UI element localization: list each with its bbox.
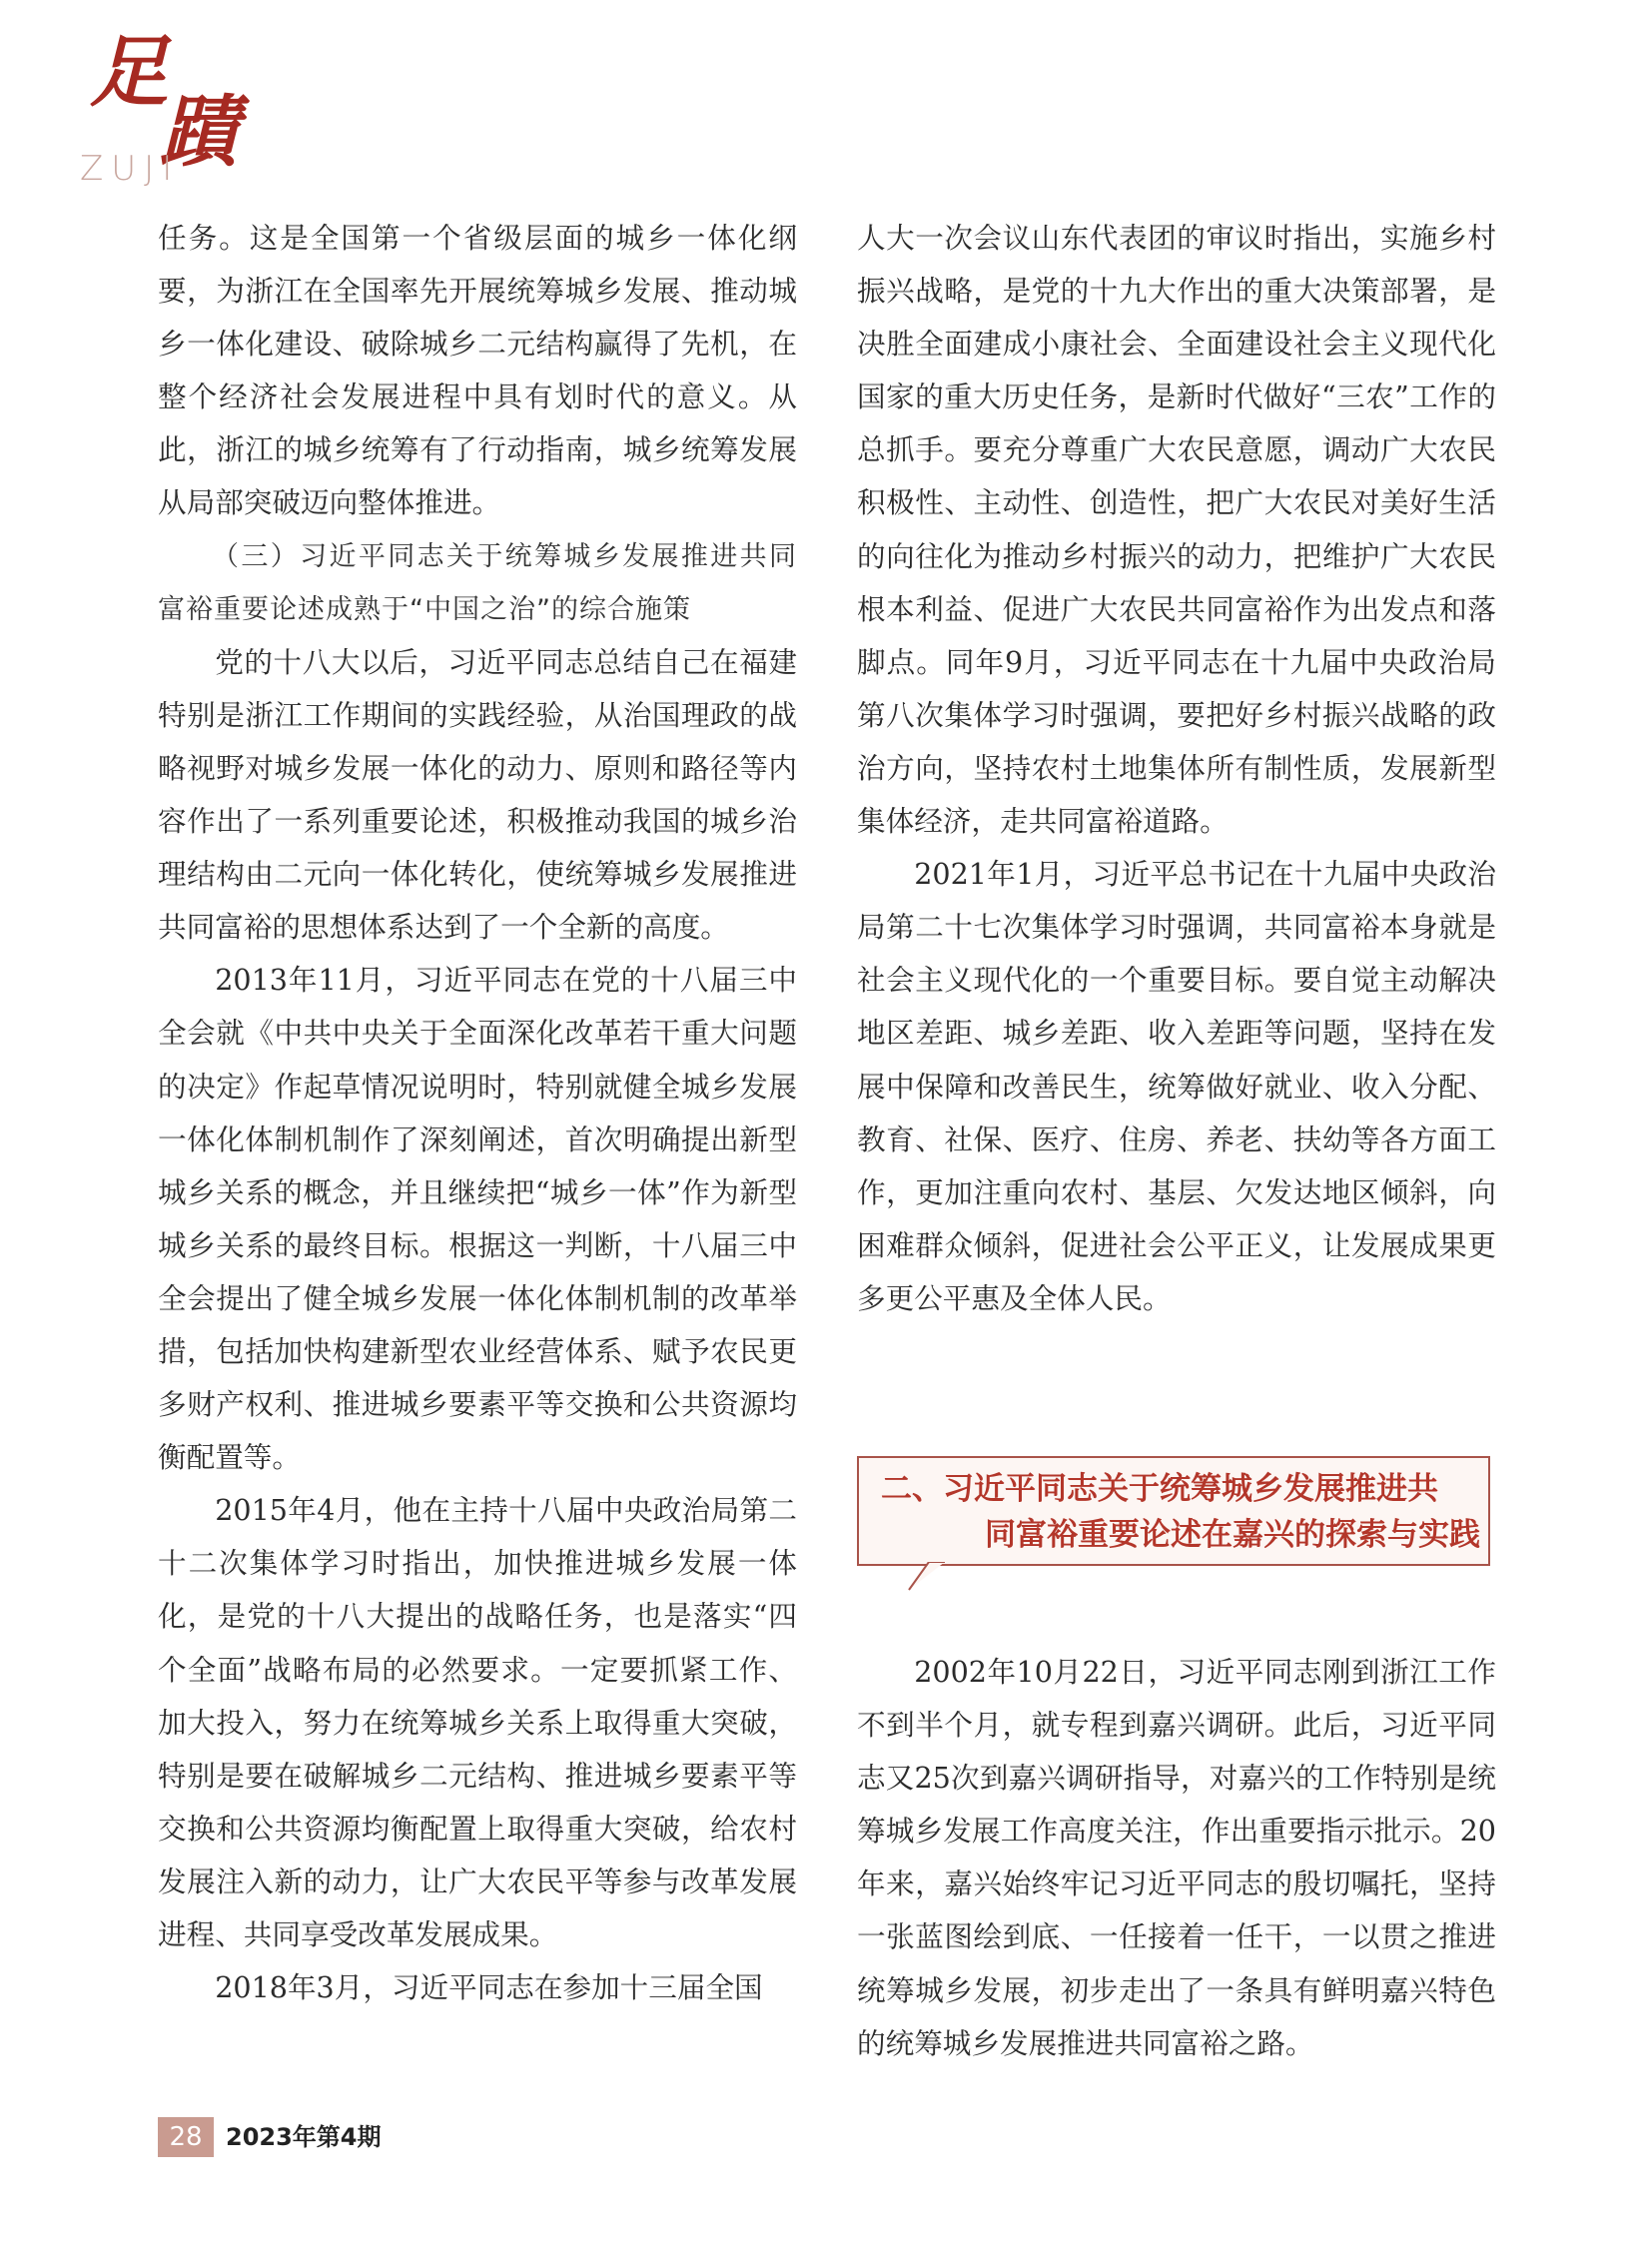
section-heading-box <box>857 1456 1490 1566</box>
logo-char-2: 蹟 <box>160 87 245 178</box>
paragraph: 党的十八大以后，习近平同志总结自己在福建特别是浙江工作期间的实践经验，从治国理政的战略视野对城乡发展一体化的动力、原则和路径等内容作出了一系列重要论述，积极推动我国的城乡治理结构由二元向一体化转化，使统筹城乡发展推进共同富裕的思想体系达到了一个全新的高度。 <box>158 644 797 945</box>
paragraph: 人大一次会议山东代表团的审议时指出，实施乡村振兴战略，是党的十九大作出的重大决策部署，是决胜全面建成小康社会、全面建设社会主义现代化国家的重大历史任务，是新时代做好“三农”工作的总抓手。要充分尊重广大农民意愿，调动广大农民积极性、主动性、创造性，把广大农民对美好生活的向往化为推动乡村振兴的动力，把维护广大农民根本利益、促进广大农民共同富裕作为出发点和落脚点。同年9月，习近平同志在十九届中央政治局第八次集体学习时强调，要把好乡村振兴战略的政治方向，坚持农村土地集体所有制性质，发展新型集体经济，走共同富裕道路。 <box>857 221 1496 839</box>
masthead-logo <box>80 27 280 194</box>
paragraph: 2015年4月，他在主持十八届中央政治局第二十二次集体学习时指出，加快推进城乡发展一体化，是党的十八大提出的战略任务，也是落实“四个全面”战略布局的必然要求。一定要抓紧工作、加大投入，努力在统筹城乡关系上取得重大突破，特别是要在破解城乡二元结构、推进城乡要素平等交换和公共资源均衡配置上取得重大突破，给农村发展注入新的动力，让广大农民平等参与改革发展进程、共同享受改革发展成果。 <box>158 1493 797 1951</box>
logo-char-1: 足 <box>90 27 175 118</box>
left-column <box>158 212 797 2014</box>
section-heading-line-1: 二、习近平同志关于统筹城乡发展推进共 <box>881 1471 1438 1507</box>
paragraph: 2018年3月，习近平同志在参加十三届全国 <box>215 1970 763 2005</box>
paragraph: 2021年1月，习近平总书记在十九届中央政治局第二十七次集体学习时强调，共同富裕本身就是社会主义现代化的一个重要目标。要自觉主动解决地区差距、城乡差距、收入差距等问题，坚持在发展中保障和改善民生，统筹做好就业、收入分配、教育、社保、医疗、住房、养老、扶幼等各方面工作，更加注重向农村、基层、欠发达地区倾斜，向困难群众倾斜，促进社会公平正义，让发展成果更多更公平惠及全体人民。 <box>857 857 1496 1315</box>
paragraph: 2002年10月22日，习近平同志刚到浙江工作不到半个月，就专程到嘉兴调研。此后，习近平同志又25次到嘉兴调研指导，对嘉兴的工作特别是统筹城乡发展工作高度关注，作出重要指示批示。20年来，嘉兴始终牢记习近平同志的殷切嘱托，坚持一张蓝图绘到底、一任接着一任干，一以贯之推进统筹城乡发展，初步走出了一条具有鲜明嘉兴特色的统筹城乡发展推进共同富裕之路。 <box>857 1655 1496 2060</box>
sub-heading: （三）习近平同志关于统筹城乡发展推进共同富裕重要论述成熟于“中国之治”的综合施策 <box>158 540 797 625</box>
section-heading-line-2: 同富裕重要论述在嘉兴的探索与实践 <box>985 1517 1480 1553</box>
section-heading <box>881 1466 1480 1558</box>
callout-tail-icon <box>907 1562 947 1592</box>
right-column-lower <box>857 1646 1496 2070</box>
paragraph: 2013年11月，习近平同志在党的十八届三中全会就《中共中央关于全面深化改革若干重大问题的决定》作起草情况说明时，特别就健全城乡发展一体化体制机制作了深刻阐述，首次明确提出新型城乡关系的概念，并且继续把“城乡一体”作为新型城乡关系的最终目标。根据这一判断，十八届三中全会提出了健全城乡发展一体化体制机制的改革举措，包括加快构建新型农业经营体系、赋予农民更多财产权利、推进城乡要素平等交换和公共资源均衡配置等。 <box>158 963 797 1475</box>
issue-label: 2023年第4期 <box>226 2123 382 2151</box>
right-column <box>857 212 1496 1325</box>
page-number: 28 <box>158 2117 214 2157</box>
logo-latin: ZUJI <box>80 149 181 189</box>
paragraph: 任务。这是全国第一个省级层面的城乡一体化纲要，为浙江在全国率先开展统筹城乡发展、推动城乡一体化建设、破除城乡二元结构赢得了先机，在整个经济社会发展进程中具有划时代的意义。从此，浙江的城乡统筹有了行动指南，城乡统筹发展从局部突破迈向整体推进。 <box>158 221 797 520</box>
